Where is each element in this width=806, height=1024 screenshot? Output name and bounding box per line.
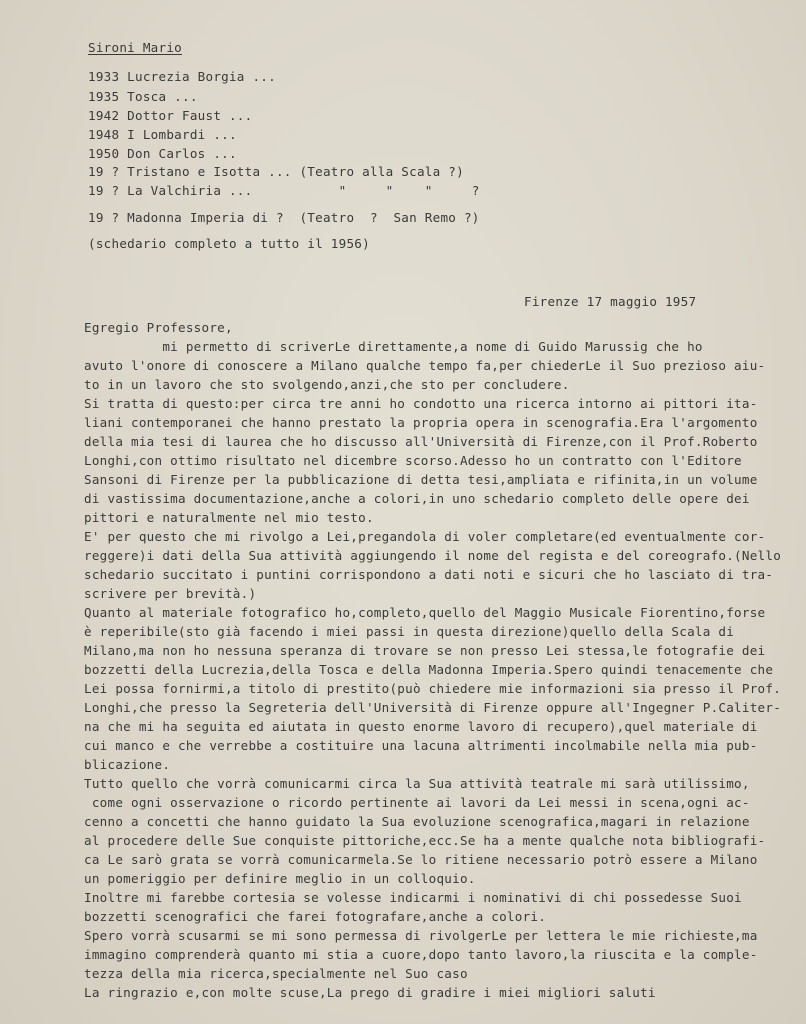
- catalogue-note: (schedario completo a tutto il 1956): [88, 236, 370, 251]
- letter-line: Si tratta di questo:per circa tre anni ho condotto una ricerca intorno ai pittori ita-: [84, 396, 758, 411]
- letter-line: E' per questo che mi rivolgo a Lei,pregandola di voler completare(ed eventualmente cor-: [84, 529, 766, 544]
- letter-line: reggere)i dati della Sua attività aggiungendo il nome del regista e del coreografo.(Nello: [84, 548, 782, 563]
- letter-line: un pomeriggio per definire meglio in un colloquio.: [84, 871, 476, 886]
- artist-name: Sironi Mario: [88, 40, 182, 55]
- letter-line: come ogni osservazione o ricordo pertinente ai lavori da Lei messi in scena,ogni ac-: [84, 795, 750, 810]
- letter-line: Longhi,che presso la Segreteria dell'Università di Firenze oppure all'Ingegner P.Caliter-: [84, 700, 782, 715]
- letter-line: to in un lavoro che sto svolgendo,anzi,che sto per concludere.: [84, 377, 570, 392]
- letter-line: al procedere delle Sue conquiste pittoriche,ecc.Se ha a mente qualche nota bibliografi-: [84, 833, 766, 848]
- letter-date: Firenze 17 maggio 1957: [524, 294, 697, 309]
- letter-line: bozzetti della Lucrezia,della Tosca e della Madonna Imperia.Spero quindi tenacemente che: [84, 662, 774, 677]
- letter-line: liani contemporanei che hanno prestato la propria opera in scenografia.Era l'argomento: [84, 415, 758, 430]
- work-entry: 19 ? La Valchiria ... " " " ?: [88, 183, 480, 198]
- letter-line: pittori e naturalmente nel mio testo.: [84, 510, 374, 525]
- letter-line: Lei possa fornirmi,a titolo di prestito(può chiedere mie informazioni sia presso il Prof.: [84, 681, 782, 696]
- letter-line: Inoltre mi farebbe cortesia se volesse indicarmi i nominativi di chi possedesse Suoi: [84, 890, 742, 905]
- work-entry: 19 ? Tristano e Isotta ... (Teatro alla Scala ?): [88, 164, 464, 179]
- letter-line: ca Le sarò grata se vorrà comunicarmela.Se lo ritiene necessario potrò essere a Milano: [84, 852, 758, 867]
- letter-line: è reperibile(sto già facendo i miei passi in questa direzione)quello della Scala di: [84, 624, 735, 639]
- letter-line: cenno a concetti che hanno guidato la Sua evoluzione scenografica,magari in relazione: [84, 814, 750, 829]
- letter-line: La ringrazio e,con molte scuse,La prego di gradire i miei migliori saluti: [84, 985, 656, 1000]
- letter-line: di vastissima documentazione,anche a colori,in uno schedario completo delle opere dei: [84, 491, 750, 506]
- letter-line: cui manco e che verrebbe a costituire una lacuna altrimenti incolmabile nella mia pub-: [84, 738, 758, 753]
- work-entry: 19 ? Madonna Imperia di ? (Teatro ? San Remo ?): [88, 210, 480, 225]
- work-entry: 1933 Lucrezia Borgia ...: [88, 69, 276, 84]
- letter-line: Longhi,con ottimo risultato nel dicembre scorso.Adesso ho un contratto con l'Editore: [84, 453, 742, 468]
- work-entry: 1935 Tosca ...: [88, 89, 198, 104]
- letter-line: Spero vorrà scusarmi se mi sono permessa di rivolgerLe per lettera le mie richieste,ma: [84, 928, 758, 943]
- letter-line: mi permetto di scriverLe direttamente,a nome di Guido Marussig che ho: [84, 339, 703, 354]
- letter-line: Sansoni di Firenze per la pubblicazione di detta tesi,ampliata e rifinita,in un volume: [84, 472, 758, 487]
- letter-line: na che mi ha seguita ed aiutata in questo enorme lavoro di recupero),quel materiale di: [84, 719, 758, 734]
- letter-line: Milano,ma non ho nessuna speranza di trovare se non presso Lei stessa,le fotografie dei: [84, 643, 766, 658]
- letter-line: avuto l'onore di conoscere a Milano qualche tempo fa,per chiederLe il Suo prezioso aiu-: [84, 358, 766, 373]
- letter-line: della mia tesi di laurea che ho discusso all'Università di Firenze,con il Prof.Roberto: [84, 434, 758, 449]
- letter-line: tezza della mia ricerca,specialmente nel Suo caso: [84, 966, 468, 981]
- letter-line: schedario succitato i puntini corrispondono a dati noti e sicuri che ho lasciato di tra-: [84, 567, 774, 582]
- work-entry: 1948 I Lombardi ...: [88, 127, 237, 142]
- letter-line: Quanto al materiale fotografico ho,completo,quello del Maggio Musicale Fiorentino,forse: [84, 605, 766, 620]
- salutation: Egregio Professore,: [84, 320, 233, 335]
- letter-line: Tutto quello che vorrà comunicarmi circa la Sua attività teatrale mi sarà utilissimo,: [84, 776, 750, 791]
- letter-line: bozzetti scenografici che farei fotografare,anche a colori.: [84, 909, 547, 924]
- work-entry: 1942 Dottor Faust ...: [88, 108, 253, 123]
- letter-line: blicazione.: [84, 757, 171, 772]
- work-entry: 1950 Don Carlos ...: [88, 146, 237, 161]
- letter-line: immagino comprenderà quanto mi stia a cuore,dopo tanto lavoro,la riuscita e la comple-: [84, 947, 758, 962]
- letter-line: scrivere per brevità.): [84, 586, 257, 601]
